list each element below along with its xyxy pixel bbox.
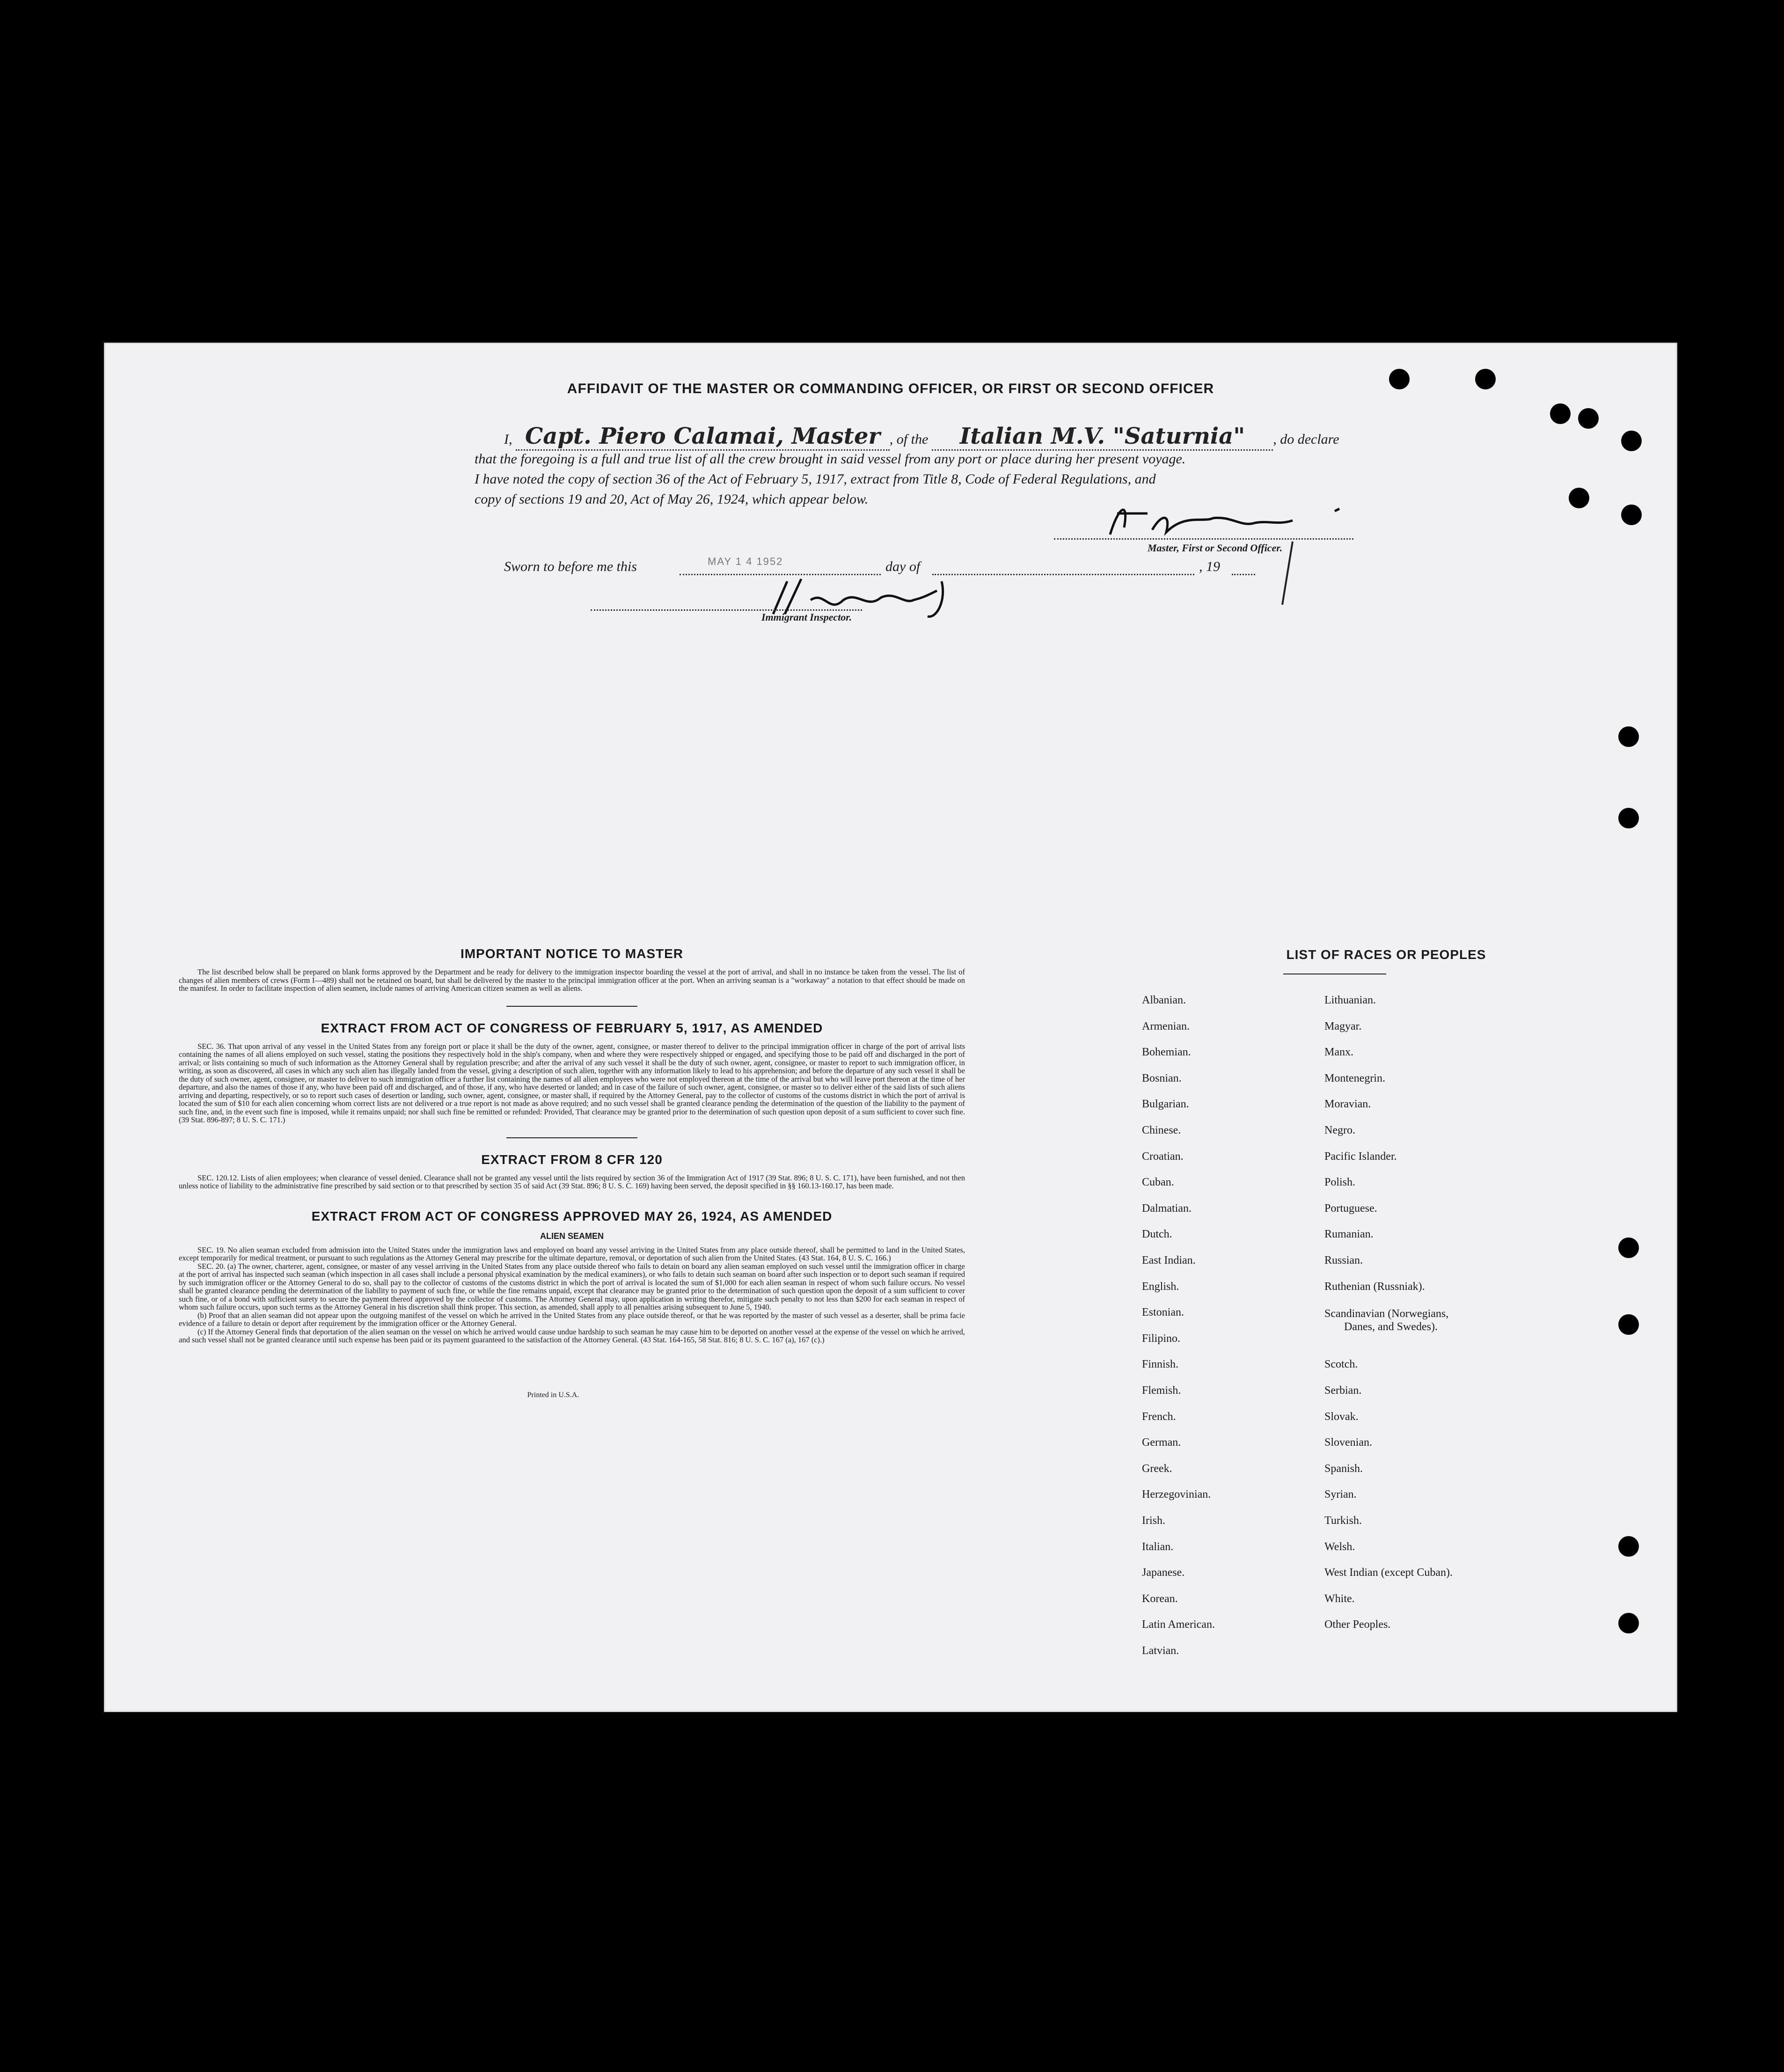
punch-hole [1618,1613,1639,1633]
race-item: White. [1324,1592,1355,1605]
race-item: Cuban. [1142,1176,1174,1189]
day-of-label: day of [885,559,921,574]
divider [506,1006,637,1007]
sec20c-text: (c) If the Attorney General finds that deportation of the alien seaman on the vessel on which he arrived would cause undue hardship to such seaman he may cause him to be deported on another vessel at the expense of the vessel on which he arrived, and such vessel shall not be granted clearance until such expense has been paid or its payment guaranteed to the satisfaction of the Attorney General. (43 Stat. 164-165, 58 Stat. 816; 8 U. S. C. 167 (a), 167 (c).) [179,1327,965,1344]
race-item: Japanese. [1142,1567,1185,1579]
race-item: Portuguese. [1324,1202,1377,1215]
affidavit-line-3: I have noted the copy of section 36 of the Act of February 5, 1917, extract from Title 8, Code of Federal Regulations, and [475,471,1156,487]
race-item: Ruthenian (Russniak). [1324,1280,1425,1293]
race-item: Moravian. [1324,1098,1371,1111]
punch-hole [1578,408,1599,429]
race-item: Pacific Islander. [1324,1150,1397,1163]
punch-hole [1618,1237,1639,1258]
do-declare-label: , do declare [1273,432,1339,447]
alien-seamen-subtitle: ALIEN SEAMEN [540,1231,604,1241]
inspector-signature-line [591,609,862,611]
punch-hole [1618,1314,1639,1335]
printed-in-usa: Printed in U.S.A. [527,1391,579,1399]
i-label: I, [504,432,512,447]
race-item: Chinese. [1142,1124,1181,1136]
race-item: Latvian. [1142,1645,1179,1657]
race-item: Montenegrin. [1324,1072,1385,1084]
punch-hole [1621,505,1642,525]
race-item: English. [1142,1280,1179,1293]
master-signature-line [1054,538,1353,540]
race-item: Turkish. [1324,1515,1362,1527]
race-item: Dalmatian. [1142,1202,1192,1215]
extract-1917-title: EXTRACT FROM ACT OF CONGRESS OF FEBRUARY 5, 1917, AS AMENDED [321,1020,823,1035]
race-item: Rumanian. [1324,1228,1374,1241]
race-item: Lithuanian. [1324,994,1376,1006]
affidavit-title: AFFIDAVIT OF THE MASTER OR COMMANDING OFFICER, OR FIRST OR SECOND OFFICER [567,381,1214,396]
affidavit-line-1 [504,423,1339,449]
year-label: , 19 [1199,559,1220,574]
race-item: Estonian. [1142,1306,1184,1319]
notice-body: The list described below shall be prepared on blank forms approved by the Department and be ready for delivery to the immigration inspector boarding the vessel at the port of arrival, and shall in no instance be taken from the vessel. The list of changes of alien members of crews (Form I—489) shall not be retained on board, but shall be delivered by the master to the principal immigration officer at the port. When an arriving seaman is a "workaway" a notation to that effect should be made on the manifest. In order to facilitate inspection of alien seamen, include names of arriving American citizen seamen as well as aliens. [179,967,965,993]
master-name-handwritten: Capt. Piero Calamai, Master [516,423,890,451]
race-item: Scotch. [1324,1358,1358,1371]
race-item: Italian. [1142,1540,1174,1553]
race-item: Armenian. [1142,1020,1190,1032]
of-the-label: , of the [889,432,929,447]
race-item: East Indian. [1142,1254,1196,1267]
race-item: West Indian (except Cuban). [1324,1567,1453,1579]
race-item: Bohemian. [1142,1046,1191,1059]
race-item: Manx. [1324,1046,1353,1059]
race-item: Bulgarian. [1142,1098,1189,1111]
signature-stroke [1279,539,1297,609]
race-item: Russian. [1324,1254,1363,1267]
punch-hole [1618,808,1639,828]
date-stamp: MAY 1 4 1952 [708,556,783,567]
sec19-text: SEC. 19. No alien seaman excluded from admission into the United States under the immigration laws and employed on board any vessel arriving in the United States from any place outside thereof, shall be permitted to land in the United States, except temporarily for medical treatment, or pursuant to such regulations as the Attorney General may prescribe for the ultimate departure, removal, or deportation of such alien from the United States. (43 Stat. 164, 8 U. S. C. 166.) [179,1245,965,1262]
race-item: Albanian. [1142,994,1186,1006]
race-item: Bosnian. [1142,1072,1182,1084]
races-title: LIST OF RACES OR PEOPLES [1286,947,1486,962]
race-item: Negro. [1324,1124,1355,1136]
race-item: Croatian. [1142,1150,1184,1163]
divider [506,1137,637,1138]
race-item: Syrian. [1324,1488,1357,1501]
sworn-year-line [1232,574,1255,575]
punch-hole [1621,431,1642,451]
race-item: Filipino. [1142,1332,1181,1345]
race-item: Magyar. [1324,1020,1362,1032]
race-item: Spanish. [1324,1462,1363,1475]
extract-1917-body: SEC. 36. That upon arrival of any vessel in the United States from any foreign port or place it shall be the duty of the owner, agent, consignee, or master thereof to deliver to the principal immigration officer in charge of the port of arrival lists containing the names of all aliens employed on such vessel, stating the positions they respectively hold in the ship's company, when and where they were respectively shipped or engaged, and specifying those to be paid off and discharged in the port of arrival; or lists containing so much of such information as the Attorney General shall by regulation prescribe; and after the arrival of any such vessel it shall be the duty of such owner, agent, consignee, or master to report to such immigration officer, in writing, as soon as discovered, all cases in which any such alien has illegally landed from the vessel, giving a description of such alien, together with any information likely to lead to his apprehension; and before the departure of any such vessel it shall be the duty of such owner, agent, consignee, or master to deliver to such immigration officer a further list containing the names of all alien employees who were not employed thereon at the time of the arrival but who will leave port thereon at the time of her departure, and also the names of those if any, who have been paid off and discharged, and of those, if any, who have deserted or landed; and in case of the failure of such owner, agent, consignee, or master so to deliver either of the said lists of such aliens arriving and departing, respectively, or so to report such cases of desertion or landing, such owner, agent, consignee, or master shall, if required by the Attorney General, pay to the collector of customs of the customs district in which the port of arrival is located the sum of $10 for each alien concerning whom correct lists are not delivered or a true report is not made as above required; and no such vessel shall be granted clearance pending the determination of the question of the liability to the payment of such fine, and, in the event such fine is imposed, while it remains unpaid; nor shall such fine be remitted or refunded: Provided, That clearance may be granted prior to the determination of such question upon deposit of a sum sufficient to cover such fine. (39 Stat. 896-897; 8 U. S. C. 171.) [179,1041,965,1124]
sec20b-text: (b) Proof that an alien seaman did not appear upon the outgoing manifest of the vessel on which he arrived in the United States from any place outside thereof, or that he was reported by the master of such vessel as a deserter, shall be prima facie evidence of a failure to detain or deport after requirement by the immigration officer or the Attorney General. [179,1311,965,1328]
extract-cfr-title: EXTRACT FROM 8 CFR 120 [481,1152,663,1167]
master-caption: Master, First or Second Officer. [1148,542,1283,554]
race-item: French. [1142,1410,1176,1423]
race-item: Danes, and Swedes). [1344,1321,1438,1333]
race-item: Welsh. [1324,1540,1355,1553]
affidavit-line-4: copy of sections 19 and 20, Act of May 26, 1924, which appear below. [475,491,869,507]
affidavit-line-2: that the foregoing is a full and true list of all the crew brought in said vessel from any port or place during her present voyage. [475,451,1186,467]
race-item: Dutch. [1142,1228,1172,1241]
race-item: Scandinavian (Norwegians, [1324,1308,1449,1320]
race-item: Serbian. [1324,1384,1362,1397]
legal-notices [179,946,965,1399]
extract-cfr-body: SEC. 120.12. Lists of alien employees; when clearance of vessel denied. Clearance shall not be granted any vessel until the lists required by section 36 of the Immigration Act of 1917 (39 Stat. 896; 8 U. S. C. 171), have been furnished, and not then unless notice of liability to the administrative fine prescribed by said section or to that prescribed by section 35 of said Act (39 Stat. 896; 8 U. S. C. 169) having been served, the deposit specified in §§ 160.13-160.17, has been made. [179,1173,965,1190]
inspector-caption: Immigrant Inspector. [761,611,852,623]
race-item: Other Peoples. [1324,1618,1391,1631]
race-item: Herzegovinian. [1142,1488,1211,1501]
race-item: Latin American. [1142,1618,1215,1631]
sworn-label: Sworn to before me this [504,559,637,574]
notice-title: IMPORTANT NOTICE TO MASTER [460,946,684,961]
sec20a-text: SEC. 20. (a) The owner, charterer, agent, consignee, or master of any vessel arriving in the United States from any place outside thereof who fails to detain on board any alien seaman employed on such vessel until the immigration officer in charge at the port of arrival has inspected such seaman (which inspection in all cases shall include a personal physical examination by the medical examiners), or who fails to detain such seaman on board after such inspection or to deport such seaman if required by such immigration officer or the Attorney General to do so, shall pay to the collector of customs of the customs district in which the port of arrival is located the sum of $1,000 for each alien seaman in respect of whom such failure occurs. No vessel shall be granted clearance pending the determination of the liability to payment of such fine, or while the fine remains unpaid, except that clearance may be granted prior to the determination of such question upon the deposit of a sum sufficient to cover such fine, or of a bond with sufficient surety to secure the payment thereof approved by the collector of customs. The Attorney General may, upon application in writing therefor, mitigate such penalty to not less than $200 for each seaman in respect of whom such failure occurs, upon such terms as the Attorney General in his discretion shall think proper. This section, as amended, shall apply to all penalties arising subsequent to June 5, 1940. [179,1261,965,1311]
race-item: Slovak. [1324,1410,1359,1423]
punch-hole [1569,488,1589,508]
race-item: Korean. [1142,1592,1178,1605]
document-page [104,343,1677,1712]
punch-hole [1618,726,1639,747]
race-item: Greek. [1142,1462,1172,1475]
race-item: Slovenian. [1324,1436,1372,1449]
punch-hole [1618,1536,1639,1557]
race-item: Flemish. [1142,1384,1181,1397]
extract-1924-title: EXTRACT FROM ACT OF CONGRESS APPROVED MAY 26, 1924, AS AMENDED [311,1208,833,1223]
race-item: German. [1142,1436,1181,1449]
race-item: Irish. [1142,1515,1165,1527]
vessel-name-handwritten: Italian M.V. "Saturnia" [932,423,1273,451]
race-item: Finnish. [1142,1358,1179,1371]
race-item: Polish. [1324,1176,1356,1189]
punch-hole [1550,403,1571,424]
